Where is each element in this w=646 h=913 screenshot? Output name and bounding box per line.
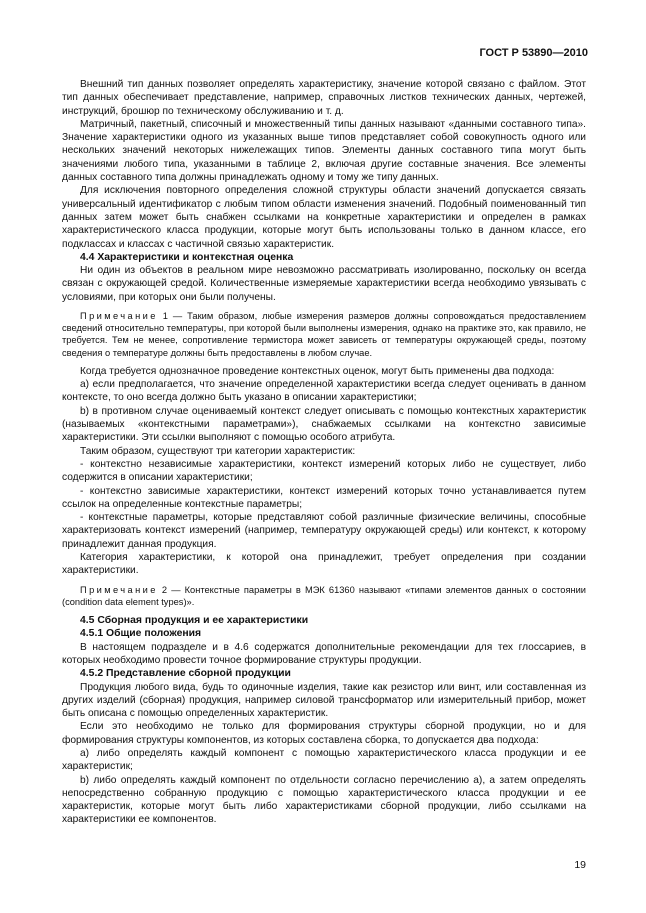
note-1-text: 1 — Таким образом, любые измерения размеров должны сопровождаться предоставлением сведений относительно температуры, при которой были выполнены измерения, однако на практике это, как правило, не требуется. Тем не менее, сопротивление термистора может зависеть от температуры окружающей среды, поэтому сведения о температуре должны быть предоставлены в любом случае. — [62, 311, 586, 358]
paragraph-three-categories: Таким образом, существуют три категории характеристик: — [80, 445, 356, 457]
note-2-label: Примечание — [80, 584, 158, 595]
list-item-category-2: - контекстно зависимые характеристики, контекст измерений которых точно устанавливается путем ссылок на определенные контекстные параметры; — [62, 485, 586, 510]
note-2-text: 2 — Контекстные параметры в МЭК 61360 называют «типами элементов данных о состоянии (condition data element types)». — [62, 584, 586, 607]
list-item-category-1: - контекстно независимые характеристики, контекст измерений которых либо не существует, либо содержится в описании характеристики; — [62, 458, 586, 484]
page-number: 19 — [574, 859, 586, 871]
paragraph-category-definition: Категория характеристики, к которой она принадлежит, требует определения при создании характеристики. — [62, 552, 586, 577]
section-heading-4-5: 4.5 Сборная продукция и ее характеристики — [80, 615, 309, 627]
list-item-approach-a: а) если предполагается, что значение определенной характеристики всегда следует оценивать в данном контексте, то оно всегда должно быть указано в описании характеристики; — [62, 379, 586, 404]
paragraph-universal-identifier: Для исключения повторного определения сложной структуры области значений допускается связать универсальный идентификатор с любым типом области изменения значений. Подобный поименованный тип данных затем может быть снабжен ссылками на конкретные характеристики и определен в рамках характеристического класса продукции, которые могут быть использованы только в данном классе, его подклассах и классах с частичной связью характеристик. — [62, 185, 586, 250]
list-item-approach-b: b) в противном случае оцениваемый контекст следует описывать с помощью контекстных характеристик (называемых «контекстными параметрами»), снабжаемых ссылками на контекстно зависимые характеристики. Эти ссылки выполняют с помощью особого атрибута. — [62, 405, 586, 444]
note-2 — [62, 584, 586, 608]
paragraph-composite-types: Матричный, пакетный, списочный и множественный типы данных называют «данными составного типа». Значение характеристики одного из указанных выше типов представляет собой совокупность одного или нескольких значений некоторых нижележащих типов. Элементы данных составного типа могут быть значениями любого типа, указанными в таблице 2, включая другие составные значения. Все элементы данных составного типа должны принадлежать одному и тому же типу данных. — [62, 118, 586, 184]
paragraph-product-description: Продукция любого вида, будь то одиночные изделия, такие как резистор или винт, или составленная из других изделий (сборная) продукция, например силовой трансформатор или измерительный прибор, может быть описана с помощью определенных характеристик. — [62, 681, 586, 720]
paragraph-context: Ни один из объектов в реальном мире невозможно рассматривать изолированно, поскольку он всегда связан с окружающей средой. Количественные измеряемые характеристики всегда необходимо увязывать с условиями, при которых они были получены. — [62, 265, 586, 303]
list-item-category-3: - контекстные параметры, которые представляют собой различные физические величины, способные характеризовать контекст измерений (например, температуру окружающей среды) или контекст, к которому принадлежит данная продукция. — [62, 512, 586, 550]
section-heading-4-4: 4.4 Характеристики и контекстная оценка — [80, 251, 294, 263]
standard-header: ГОСТ Р 53890—2010 — [479, 47, 588, 59]
list-item-component-b: b) либо определять каждый компонент по отдельности согласно перечислению а), а затем определять непосредственно собранную продукцию с помощью характеристического класса продукции и ее характеристик, которые могут быть либо характеристиками сборной продукции, либо ссылками на характеристики ее компонентов. — [62, 774, 586, 826]
note-1 — [62, 310, 586, 359]
section-heading-4-5-1: 4.5.1 Общие положения — [80, 628, 202, 640]
document-body — [62, 78, 586, 827]
note-1-label: Примечание — [80, 311, 158, 322]
paragraph-external-type: Внешний тип данных позволяет определять характеристику, значение которой связано с файлом. Этот тип данных обеспечивает представление, например, справочных листков технических данных, чертежей, инструкций, брошюр по техническому обслуживанию и т. д. — [62, 79, 586, 117]
section-heading-4-5-2: 4.5.2 Представление сборной продукции — [80, 668, 291, 680]
paragraph-component-structure: Если это необходимо не только для формирования структуры сборной продукции, но и для формирования структуры компонентов, из которых составлена сборка, то допускается два подхода: — [62, 721, 586, 746]
paragraph-subsection-intro: В настоящем подразделе и в 4.6 содержатся дополнительные рекомендации для тех глоссариев, в которых необходимо провести точное формирование структуры продукции. — [62, 641, 586, 666]
paragraph-two-approaches: Когда требуется однозначное проведение контекстных оценок, могут быть применены два подхода: — [80, 365, 555, 377]
list-item-component-a: а) либо определять каждый компонент с помощью характеристического класса продукции и ее характеристик; — [62, 747, 586, 773]
